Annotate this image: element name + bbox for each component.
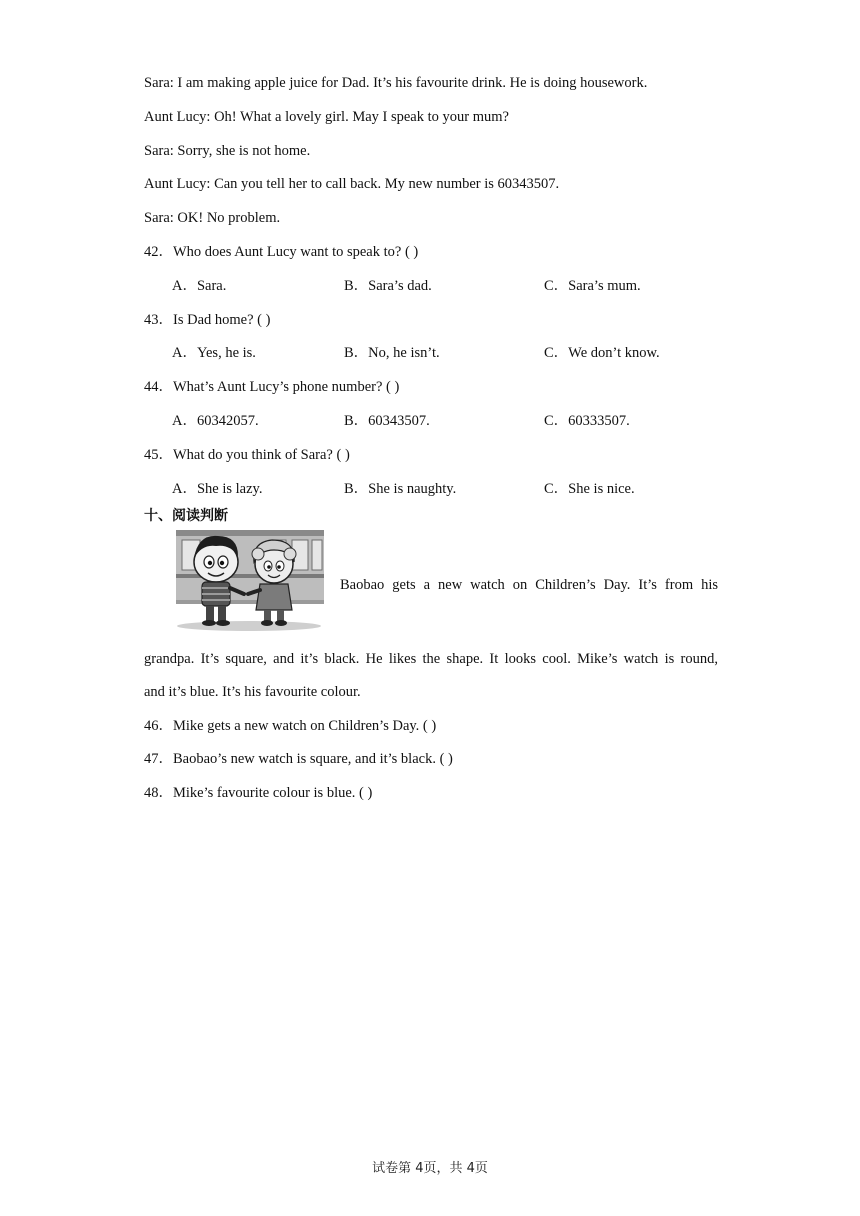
question-44: 44．What’s Aunt Lucy’s phone number? ( ) bbox=[144, 379, 400, 395]
question-43: 43．Is Dad home? ( ) bbox=[144, 312, 271, 328]
passage-line-1: Baobao gets a new watch on Children’s Day. It’s from his bbox=[340, 577, 718, 593]
question-42: 42．Who does Aunt Lucy want to speak to? ( ) bbox=[144, 244, 419, 260]
question-43-option-a: A．Yes, he is. bbox=[172, 345, 256, 361]
question-45: 45．What do you think of Sara? ( ) bbox=[144, 447, 350, 463]
question-44-option-a: A．60342057. bbox=[172, 413, 259, 429]
question-42-option-b: B．Sara’s dad. bbox=[344, 278, 432, 294]
passage-line-2: grandpa. It’s square, and it’s black. He likes the shape. It looks cool. Mike’s watch is round, bbox=[144, 651, 718, 667]
judgement-48: 48．Mike’s favourite colour is blue. ( ) bbox=[144, 785, 373, 801]
question-43-option-b: B．No, he isn’t. bbox=[344, 345, 440, 361]
question-44-option-c: C．60333507. bbox=[544, 413, 630, 429]
judgement-46: 46．Mike gets a new watch on Children’s Day. ( ) bbox=[144, 718, 437, 734]
dialogue-line-3: Sara: Sorry, she is not home. bbox=[144, 143, 311, 159]
question-44-option-b: B．60343507. bbox=[344, 413, 430, 429]
section-title: 十、阅读判断 bbox=[144, 508, 228, 524]
judgement-47: 47．Baobao’s new watch is square, and it’s black. ( ) bbox=[144, 751, 453, 767]
question-42-option-a: A．Sara. bbox=[172, 278, 227, 294]
dialogue-line-4: Aunt Lucy: Can you tell her to call back. My new number is 60343507. bbox=[144, 176, 560, 192]
passage-line-3: and it’s blue. It’s his favourite colour. bbox=[144, 684, 361, 700]
question-43-option-c: C．We don’t know. bbox=[544, 345, 660, 361]
dialogue-line-5: Sara: OK! No problem. bbox=[144, 210, 281, 226]
cartoon-illustration bbox=[172, 528, 326, 632]
question-45-option-b: B．She is naughty. bbox=[344, 481, 457, 497]
dialogue-line-2: Aunt Lucy: Oh! What a lovely girl. May I speak to your mum? bbox=[144, 109, 509, 125]
question-45-option-a: A．She is lazy. bbox=[172, 481, 263, 497]
page-footer: 试卷第 4页，共 4页 bbox=[372, 1161, 488, 1176]
question-45-option-c: C．She is nice. bbox=[544, 481, 635, 497]
question-42-option-c: C．Sara’s mum. bbox=[544, 278, 641, 294]
dialogue-line-1: Sara: I am making apple juice for Dad. It’s his favourite drink. He is doing housework. bbox=[144, 75, 648, 91]
